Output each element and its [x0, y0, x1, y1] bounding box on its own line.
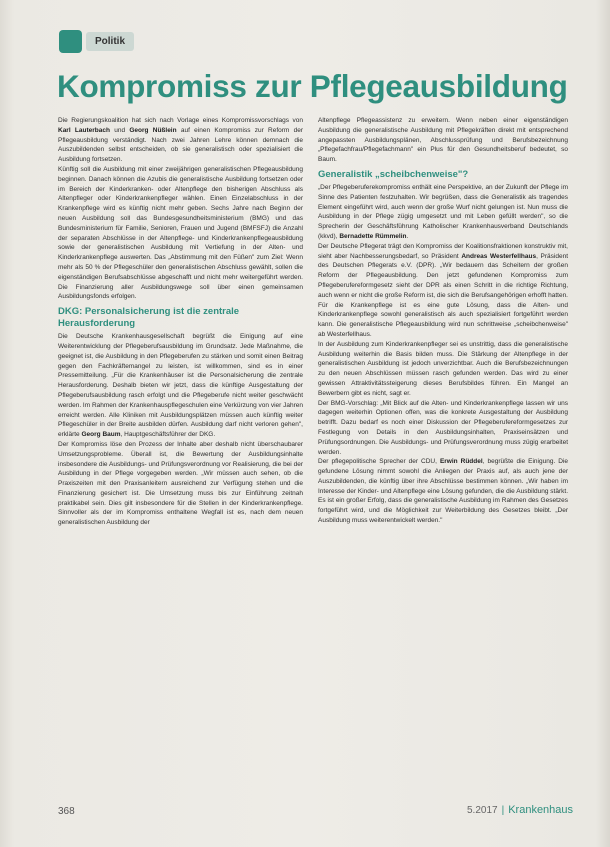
person-name: Karl Lauterbach — [58, 126, 110, 134]
subheading: DKG: Personalsicherung ist die zentrale Herausforderung — [58, 306, 240, 330]
footer-separator: | — [501, 805, 505, 816]
body-paragraph: Die Deutsche Krankenhausgesellschaft begrüßt die Einigung auf eine Weiterentwicklung der Pflegeberufsausbildung im Grundsatz. Jede Maßnahme, die geeignet ist, die Ausbildung in den Pflegeberufen zu stärken und somit einen Beitrag gegen den Fachkräftemangel zu leisten, ist willkommen, sind es in einer Pressemitteilung. „Für die Krankenhäuser ist die Personalsicherung die zentrale Herausforderung. Deshalb bieten wir jetzt, dass die künftige Ausgestaltung der Pflegeberufsausbildung rasch erfolgt und die Pflegeberufe nicht weiter geschwächt werden. Im Rahmen der Krankenhauspflegeschulen eine Verkürzung von vier Jahren erreicht werden. Alle Kliniken mit Ausbildungsplätzen müssen auch künftig weiter Pflegeschüler in der Breite ausbilden dürfen. Ausbildung darf nicht verloren gehen", erklärte Georg Baum, Hauptgeschäftsführer der DKG. — [58, 333, 303, 439]
right-column — [318, 116, 568, 526]
person-name: Erwin Rüddel — [439, 458, 483, 466]
issue-number: 5.2017 — [467, 805, 498, 816]
person-name: Georg Nüßlein — [129, 126, 177, 134]
footer-issue-brand — [467, 804, 573, 816]
body-paragraph: Altenpflege Pflegeassistenz zu erweitern. Wenn neben einer eigenständigen Ausbildung die generalistische Ausbildung mit Pflegekräften direkt mit entsprechend angepassten Ausbildungsplänen, Abschlussprüfung und Berufsbezeichnung „Pflegefachfrau/Pflegefachmann" ein Plus für den Gesundheitsberuf bedeutet, so Baum. — [318, 117, 568, 164]
section-color-marker — [59, 30, 82, 53]
person-name: Bernadette Rümmelin — [339, 232, 407, 240]
section-label: Politik — [86, 32, 134, 51]
body-paragraph: Der pflegepolitische Sprecher der CDU, Erwin Rüddel, begrüßte die Einigung. Die gefundene Lösung nimmt sowohl die Anliegen der Praxis auf, als auch jene der Auszubildenden, die künftig über ihre Abschlüsse bestimmen können. „Wir haben im Interesse der Kinder- und Altenpflege eine Lösung gefunden, die die Ausbildung stärkt. Es ist ein großer Erfolg, dass die generalistische Ausbildung im Rahmen des Gesetzes fortgeführt wird, und die Möglichkeit zur Weiterbildung des Gesetzes bleibt. „Der Ausbildung muss weiterentwickelt werden." — [318, 458, 569, 525]
body-paragraph: Künftig soll die Ausbildung mit einer zweijährigen generalistischen Pflegeausbildung beginnen. Danach können die Azubis die generalistische Ausbildung fortsetzen oder im Bereich der Kinderkranken- oder Altenpflege den bisherigen Abschluss als Altenpfleger oder Kinderkrankenpfleger wählen. Einen Einzelabschluss in der Krankenpflege wird es künftig nicht mehr geben. Sechs Jahre nach Beginn der neuen Ausbildung soll das Bundesgesundheitsministerium (BMG) und das Bundesministerium für Familie, Senioren, Frauen und Jugend (BMFSFJ) die Anzahl der separaten Abschlüsse in der Altenpflege- und Kinderkrankenpflegeausbildung sowie der generalistischen Ausbildung mit Vertiefung in der Alten- und Kinderkrankenpflege auswerten. Das „Abstimmung mit den Füßen" zum Ziel: Wenn mehr als 50 % der Pflegeschüler den generalistischen Abschluss gewählt, sollen die eigenständigen Berufsabschlüsse abgeschafft und nicht mehr weitergeführt werden. Die Finanzierung aller Ausbildungswege soll über einen gemeinsamen Ausbildungsfonds erfolgen. — [58, 165, 303, 301]
body-paragraph: Der Kompromiss löse den Prozess der Inhalte aber deshalb nicht überschaubarer Umsetzungsprobleme. Überall ist, die Bewertung der Ausbildungsinhalte insbesondere die Ausbildungs- und Prüfungsverordnung vor Realisierung, die bei der Ausbildung in der Pflege vorgegeben werden. „Wir müssen auch sehen, ob die Praxiszeiten mit den Praxisanleitern ausreichend zur Verfügung stehen und die Finanzierung gesichert ist. Die Umsetzung muss bis zur Einführung zeitnah praktikabel sein. Dies gilt insbesondere für die Stellen in der Kinderkrankenpflege. Sinnvoller als der im Kompromiss enthaltene Wegfall ist es, nach dem neuen generalistischen Ausbildung der — [58, 440, 303, 527]
body-paragraph: Der BMG-Vorschlag: „Mit Blick auf die Alten- und Kinderkrankenpflege lassen wir uns dagegen weiterhin Optionen offen, was die konkrete Ausgestaltung der Ausbildung betrifft. Dazu bedarf es noch einer Diskussion der Pflegeberufereformgesetzes zur Festlegung von Details in den Ausbildungsinhalten, Praxiseinsätzen und Prüfungsordnungen. Die Ausbildungs- und Prüfungsverordnung muss zügig erarbeitet werden. — [318, 399, 568, 456]
person-name: Andreas Westerfellhaus — [461, 252, 537, 260]
body-paragraph: Der Deutsche Pflegerat trägt den Kompromiss der Koalitionsfraktionen konstruktiv mit, sieht aber Nachbesserungsbedarf, so Präsident Andreas Westerfellhaus, Präsident des Deutschen Pflegerats e.V. (DPR). „Wir bedauern das Scheitern der großen Reform der Pflegeausbildung. Den jetzt gefundenen Kompromiss zum Pflegeberufereformgesetz sieht der DPR als einen Schritt in die richtige Richtung, auch wenn er nicht die große Reform ist, die sich die Berufsangehörigen erhofft hatten. Für die Krankenpflege ist es eine gute Lösung, dass die Alten- und Kinderkrankenpflege sowohl generalistisch als auch spezialisiert fortgeführt werden kann. Die generalistische Pflegeausbildung wird nun schrittweise „scheibchenweise" ab Westerfellhaus. — [318, 242, 569, 338]
magazine-logo: Krankenhaus — [508, 804, 574, 816]
intro-paragraph: Die Regierungskoalition hat sich nach Vorlage eines Kompromissvorschlags von Karl Lauterbach und Georg Nüßlein auf einen Kompromiss zur Reform der Pflegeausbildung verständigt. Nach zwei Jahren Lehre können demnach die Auszubildenden selbst entscheiden, ob sie generalistisch oder spezialisiert die Ausbildung fortsetzen. — [58, 117, 303, 164]
body-paragraph: „Der Pflegeberuferekompromiss enthält eine Perspektive, an der Zukunft der Pflege im Sinne des Patienten festzuhalten. Wir begrüßen, dass die Generalistik als tragendes Element eingeführt wird, auch wenn der große Wurf nicht gelungen ist. Nun muss die Ausbildung in der Pflege zügig umgesetzt und mit Leben gefüllt werden", so die Sprecherin der Geschäftsführung Katholischer Krankenhausverband Deutschlands (kkvd), Bernadette Rümmelin. — [318, 183, 568, 240]
page-number: 368 — [58, 806, 75, 817]
left-column — [58, 116, 303, 528]
article-headline: Kompromiss zur Pflegeausbildung — [57, 68, 568, 104]
subheading: Generalistik „scheibchenweise"? — [318, 168, 469, 180]
body-paragraph: In der Ausbildung zum Kinderkrankenpfleger sei es unstrittig, dass die generalistische Ausbildung weiterhin die Basis bilden muss. Die Stärkung der Altenpflege in der generalistischen Ausbildung ist jedoch unverzichtbar. Auch die Berufsbezeichnungen zu den neuen Abschlüssen müssen rasch gefunden werden. Das wird zu einer gewissen Attraktivitätssteigerung dieses Berufsbildes führen. Ein Mangel an Bewerbern gibt es nicht, sagt er. — [318, 340, 568, 397]
person-name: Georg Baum — [81, 431, 121, 439]
